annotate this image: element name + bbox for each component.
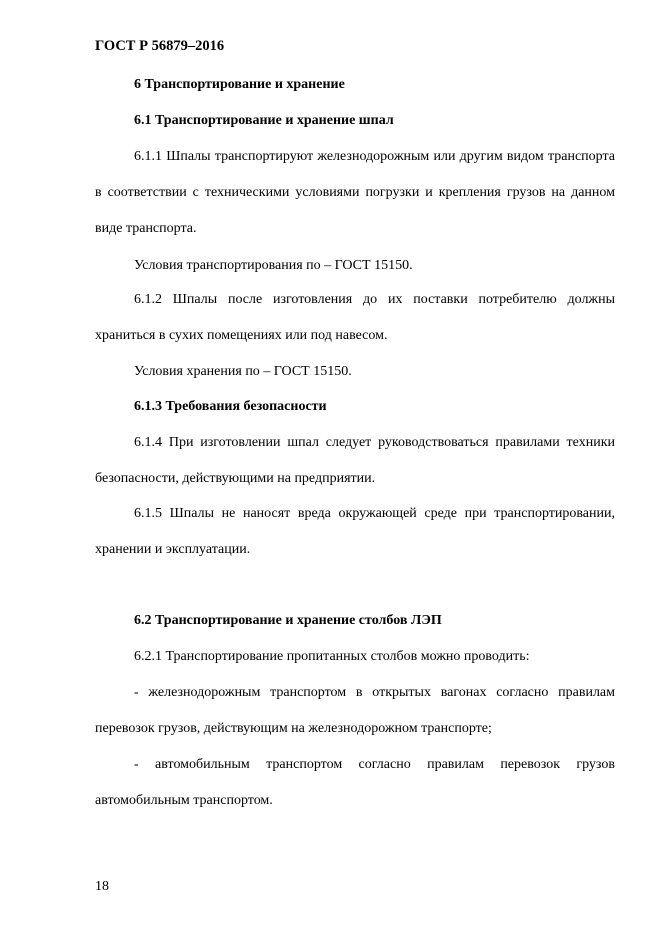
paragraph-6-1-4-text: 6.1.4 При изготовлении шпал следует руководствоваться правилами техники безопасности, действующими на предприятии. (95, 435, 615, 486)
list-item-automobile (95, 747, 615, 819)
page-number: 18 (95, 879, 109, 894)
paragraph-6-1-1 (95, 139, 615, 247)
list-item-automobile-text: - автомобильным транспортом согласно правилам перевозок грузов автомобильным транспортом. (95, 757, 615, 808)
storage-conditions: Условия хранения по – ГОСТ 15150. (134, 364, 352, 379)
section-6-heading: 6 Транспортирование и хранение (134, 77, 345, 92)
list-item-railway-text: - железнодорожным транспортом в открытых вагонах согласно правилам перевозок грузов, действующим на железнодорожном транспорте; (95, 685, 615, 736)
paragraph-6-2-1: 6.2.1 Транспортирование пропитанных столбов можно проводить: (134, 649, 530, 664)
paragraph-6-1-4 (95, 425, 615, 497)
section-6-1-heading: 6.1 Транспортирование и хранение шпал (134, 113, 394, 128)
list-item-railway (95, 675, 615, 747)
paragraph-6-1-5 (95, 496, 615, 568)
section-6-1-3-heading: 6.1.3 Требования безопасности (134, 399, 327, 414)
document-header: ГОСТ Р 56879–2016 (95, 38, 225, 54)
section-6-2-heading: 6.2 Транспортирование и хранение столбов ЛЭП (134, 613, 442, 628)
paragraph-6-1-2-text: 6.1.2 Шпалы после изготовления до их поставки потребителю должны храниться в сухих помещениях или под навесом. (95, 292, 615, 343)
paragraph-6-1-5-text: 6.1.5 Шпалы не наносят вреда окружающей среде при транспортировании, хранении и эксплуатации. (95, 506, 615, 557)
transport-conditions: Условия транспортирования по – ГОСТ 15150. (134, 258, 413, 273)
paragraph-6-1-2 (95, 282, 615, 354)
paragraph-6-1-1-text: 6.1.1 Шпалы транспортируют железнодорожным или другим видом транспорта в соответствии с техническими условиями погрузки и крепления грузов на данном виде транспорта. (95, 149, 615, 236)
